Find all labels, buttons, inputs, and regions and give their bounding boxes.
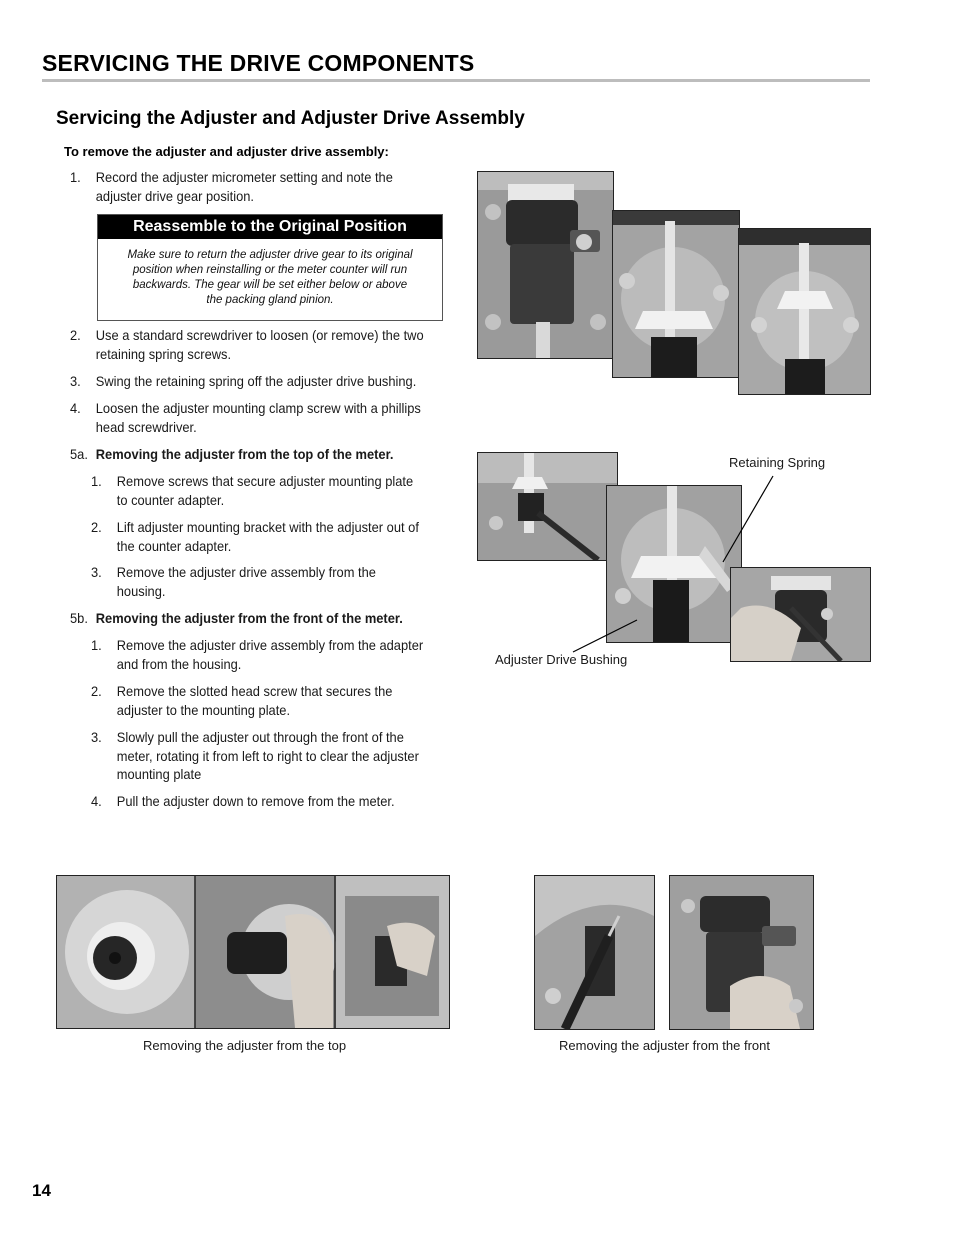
gear-position-photo [738, 228, 871, 395]
caption-top-removal: Removing the adjuster from the top [143, 1038, 347, 1053]
drive-bushing-photo [606, 485, 742, 643]
step-number: 5a. [70, 446, 88, 462]
step-number: 1. [91, 637, 102, 653]
step-5b-4 [91, 792, 459, 812]
step-text: Pull the adjuster down to remove from the meter. [116, 793, 395, 809]
step-text: Removing the adjuster from the top of the meter. [95, 446, 394, 462]
step-text: Remove the adjuster drive assembly from the housing. [116, 564, 376, 599]
step-5a-1 [91, 472, 459, 512]
step-text: Loosen the adjuster mounting clamp screw with a phillips head screwdriver. [95, 400, 421, 435]
step-5b-2 [91, 682, 459, 722]
step-4 [70, 399, 456, 439]
step-text: Slowly pull the adjuster out through the front of the meter, rotating it from left to right to clear the adjuster mounting plate [116, 729, 419, 782]
step-number: 1. [91, 473, 102, 489]
section-title: SERVICING THE DRIVE COMPONENTS [42, 50, 475, 76]
procedure-title: To remove the adjuster and adjuster drive assembly: [64, 144, 389, 159]
drive-gear-photo [612, 210, 740, 378]
step-text: Lift adjuster mounting bracket with the adjuster out of the counter adapter. [116, 519, 419, 554]
step-text: Use a standard screwdriver to loosen (or remove) the two retaining spring screws. [95, 327, 424, 362]
step-number: 2. [70, 327, 81, 343]
step-number: 2. [91, 683, 102, 699]
step-5b-heading [70, 609, 456, 629]
section-divider [42, 79, 870, 82]
step-2 [70, 326, 456, 366]
step-text: Record the adjuster micrometer setting and note the adjuster drive gear position. [95, 169, 393, 204]
step-5a-3 [91, 563, 459, 603]
step-number: 4. [70, 400, 81, 416]
front-removal-screwdriver-photo [534, 875, 655, 1030]
step-1 [70, 168, 456, 208]
adjuster-photo [477, 171, 614, 359]
step-number: 1. [70, 169, 81, 185]
step-text: Swing the retaining spring off the adjuster drive bushing. [95, 373, 417, 389]
step-5b-1 [91, 636, 459, 676]
retaining-spring-label: Retaining Spring [729, 455, 826, 470]
step-3 [70, 372, 456, 392]
step-number: 4. [91, 793, 102, 809]
caption-front-removal: Removing the adjuster from the front [559, 1038, 770, 1053]
step-5a-2 [91, 518, 459, 558]
screwdriver-spring-photo [477, 452, 618, 561]
adjuster-drive-bushing-label: Adjuster Drive Bushing [495, 652, 628, 667]
step-5b-3 [91, 728, 459, 788]
step-number: 3. [70, 373, 81, 389]
step-text: Removing the adjuster from the front of the meter. [95, 610, 403, 626]
top-removal-photos [56, 875, 450, 1029]
callout-title: Reassemble to the Original Position [98, 215, 442, 239]
step-text: Remove the adjuster drive assembly from the adapter and from the housing. [116, 637, 424, 672]
page-number: 14 [32, 1181, 51, 1200]
step-text: Remove screws that secure adjuster mounting plate to counter adapter. [116, 473, 414, 508]
step-number: 3. [91, 729, 102, 745]
step-number: 3. [91, 564, 102, 580]
step-text: Remove the slotted head screw that secures the adjuster to the mounting plate. [116, 683, 393, 718]
reassembly-callout [97, 214, 443, 321]
step-number: 5b. [70, 610, 88, 626]
subsection-title: Servicing the Adjuster and Adjuster Drive Assembly [56, 108, 525, 129]
step-5a-heading [70, 445, 456, 465]
spring-hand-photo [730, 567, 871, 662]
callout-body: Make sure to return the adjuster drive gear to its original position when reinstalling or the meter counter will run backwards. The gear will be set either below or above the packing gland pinion. [127, 249, 413, 306]
front-removal-hand-photo [669, 875, 814, 1030]
step-number: 2. [91, 519, 102, 535]
